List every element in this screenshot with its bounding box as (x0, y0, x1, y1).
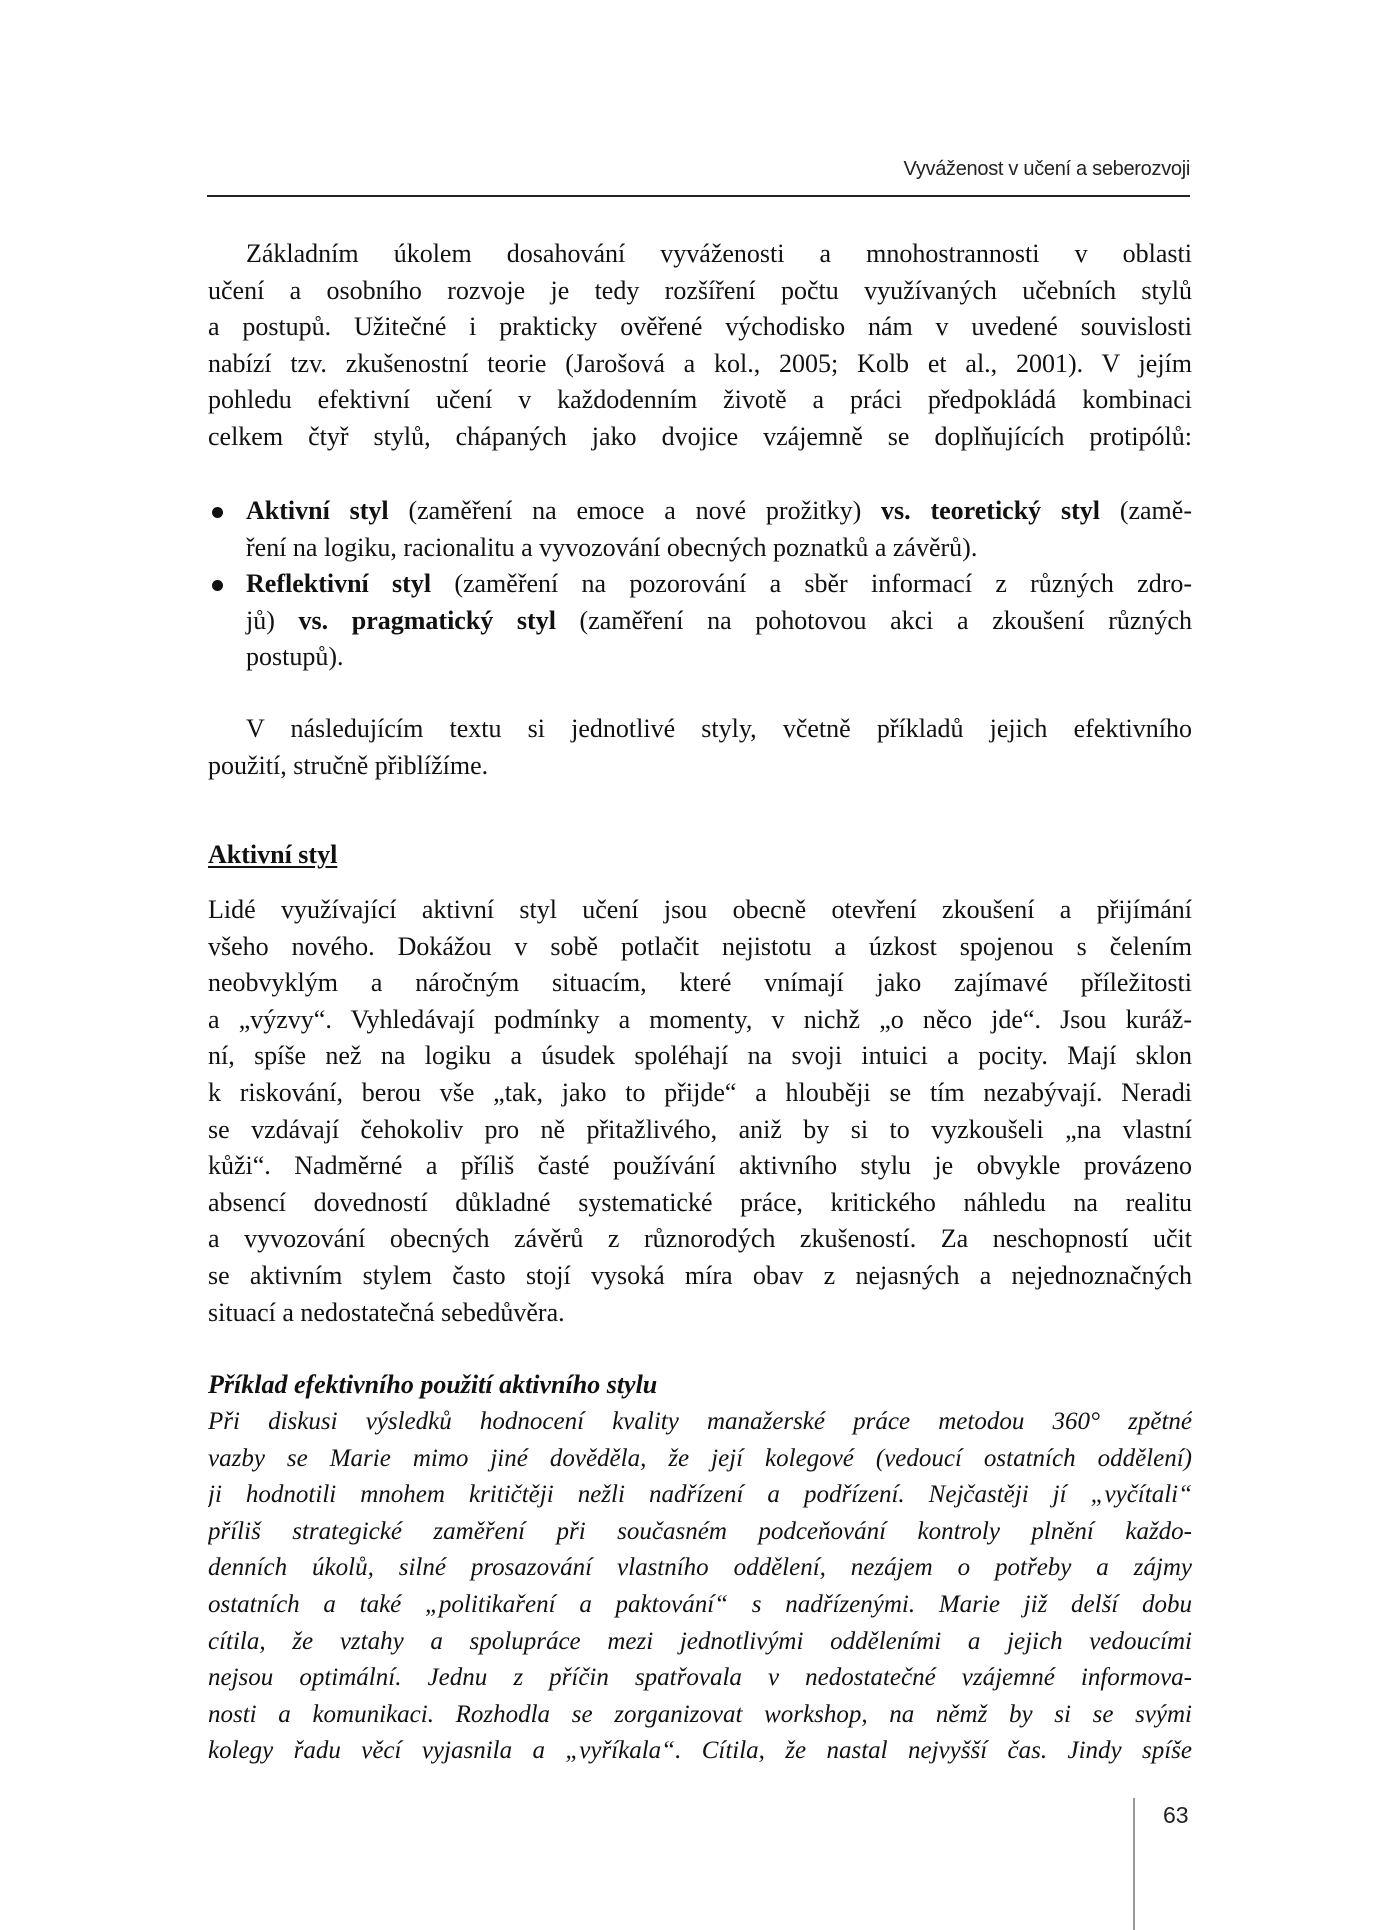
bold-term: vs. teoretický styl (881, 496, 1100, 525)
text-line: ji hodnotili mnohem kritičtěji nežli nadřízení a podřízení. Nejčastěji jí „vyčítali“ (208, 1481, 1192, 1509)
text-line: ní, spíše než na logiku a úsudek spoléhají na svoji intuici a pocity. Mají sklon (208, 1041, 1192, 1071)
bullet-line (208, 639, 1192, 676)
text-segment: (zaměření na emoce a nové prožitky) (388, 496, 882, 525)
text-line: se aktivním stylem často stojí vysoká míra obav z nejasných a nejednoznačných (208, 1260, 1192, 1290)
text-line: se vzdávají čehokoliv pro ně přitažlivého, aniž by si to vyzkoušeli „na vlastní (208, 1114, 1192, 1144)
text-segment: ření na logiku, racionalitu a vyvozování obecných poznatků a závěrů). (246, 532, 978, 562)
text-line: Základním úkolem dosahování vyváženosti a mnohostrannosti v oblasti (246, 239, 1192, 268)
paragraph-intro (208, 236, 1192, 456)
section-heading: Aktivní styl (208, 840, 338, 869)
text-line: k riskování, berou vše „tak, jako to přijde“ a hlouběji se tím nezabývají. Neradi (208, 1077, 1192, 1107)
text-line: celkem čtyř stylů, chápaných jako dvojice vzájemně se doplňujících protipólů: (208, 421, 1192, 451)
bullet-icon (212, 507, 223, 518)
text-line: nabízí tzv. zkušenostní teorie (Jarošová a kol., 2005; Kolb et al., 2001). V jejím (208, 348, 1192, 378)
text-line: a vyvozování obecných závěrů z různorodých zkušeností. Za neschopností učit (208, 1224, 1192, 1254)
text-segment: (zamě- (1100, 496, 1192, 525)
text-line: Lidé využívající aktivní styl učení jsou obecně otevření zkoušení a přijímání (208, 895, 1192, 924)
paragraph-active-style (208, 892, 1192, 1331)
example-heading: Příklad efektivního použití aktivního stylu (208, 1370, 658, 1399)
text-line: použití, stručně přiblížíme. (208, 750, 489, 780)
text-line: učení a osobního rozvoje je tedy rozšíření počtu využívaných učebních stylů (208, 275, 1192, 305)
text-line: pohledu efektivní učení v každodenním životě a práci předpokládá kombinaci (208, 385, 1192, 415)
text-line: cítila, že vztahy a spolupráce mezi jednotlivými odděleními a jejich vedoucími (208, 1627, 1192, 1655)
text-line: vazby se Marie mimo jiné dověděla, že její kolegové (vedoucí ostatních oddělení) (208, 1444, 1192, 1472)
text-line: absencí dovedností důkladné systematické práce, kritického náhledu na realitu (208, 1187, 1192, 1217)
bullet-line (208, 530, 1192, 567)
running-header: Vyváženost v učení a seberozvoji (903, 158, 1190, 180)
text-segment: (zaměření na pozorování a sběr informací z různých zdro- (431, 569, 1192, 599)
bullet-line (208, 603, 1192, 640)
text-segment: postupů). (246, 642, 344, 672)
text-line: nejsou optimální. Jednu z příčin spatřovala v nedostatečné vzájemné informova- (208, 1664, 1192, 1692)
text-line: všeho nového. Dokážou v sobě potlačit nejistotu a úzkost spojenou s čelením (208, 931, 1192, 961)
page-number-divider (1133, 1798, 1135, 1930)
bold-term: Reflektivní styl (246, 569, 432, 599)
text-line: V následujícím textu si jednotlivé styly, včetně příkladů jejich efektivního (246, 714, 1192, 743)
text-line: a postupů. Užitečné i prakticky ověřené východisko nám v uvedené souvislosti (208, 312, 1192, 342)
bullet-list (208, 493, 1192, 676)
example-heading-block (208, 1367, 1192, 1404)
text-segment: (zaměření na pohotovou akci a zkoušení různých (555, 605, 1192, 635)
paragraph-transition (208, 711, 1192, 784)
text-line: nosti a komunikaci. Rozhodla se zorganizovat workshop, na němž by si se svými (208, 1700, 1192, 1728)
text-line: příliš strategické zaměření při současném podceňování kontroly plnění každo- (208, 1517, 1192, 1545)
text-line: kůži“. Nadměrné a příliš časté používání aktivního stylu je obvykle provázeno (208, 1151, 1192, 1181)
bold-term: Aktivní styl (246, 496, 389, 525)
text-line: Při diskusi výsledků hodnocení kvality manažerské práce metodou 360° zpětné (208, 1408, 1192, 1435)
text-line: situací a nedostatečná sebedůvěra. (208, 1297, 565, 1327)
bullet-line (208, 566, 1192, 603)
text-segment: jů) (246, 605, 299, 635)
header-rule (207, 195, 1190, 197)
bullet-icon (212, 580, 223, 591)
text-line: kolegy řadu věcí vyjasnila a „vyříkala“. Cítila, že nastal nejvyšší čas. Jindy spíše (208, 1737, 1192, 1765)
section-heading-block (208, 837, 1192, 874)
bullet-line (208, 493, 1192, 530)
example-text (208, 1404, 1192, 1770)
text-line: neobvyklým a náročným situacím, které vnímají jako zajímavé příležitosti (208, 968, 1192, 998)
text-line: ostatních a také „politikaření a paktování“ s nadřízenými. Marie již delší dobu (208, 1590, 1192, 1618)
bold-term: vs. pragmatický styl (298, 605, 556, 635)
page-number: 63 (1163, 1802, 1189, 1828)
text-line: a „výzvy“. Vyhledávají podmínky a momenty, v nichž „o něco jde“. Jsou kuráž- (208, 1004, 1192, 1034)
text-line: denních úkolů, silné prosazování vlastního oddělení, nezájem o potřeby a zájmy (208, 1554, 1192, 1582)
